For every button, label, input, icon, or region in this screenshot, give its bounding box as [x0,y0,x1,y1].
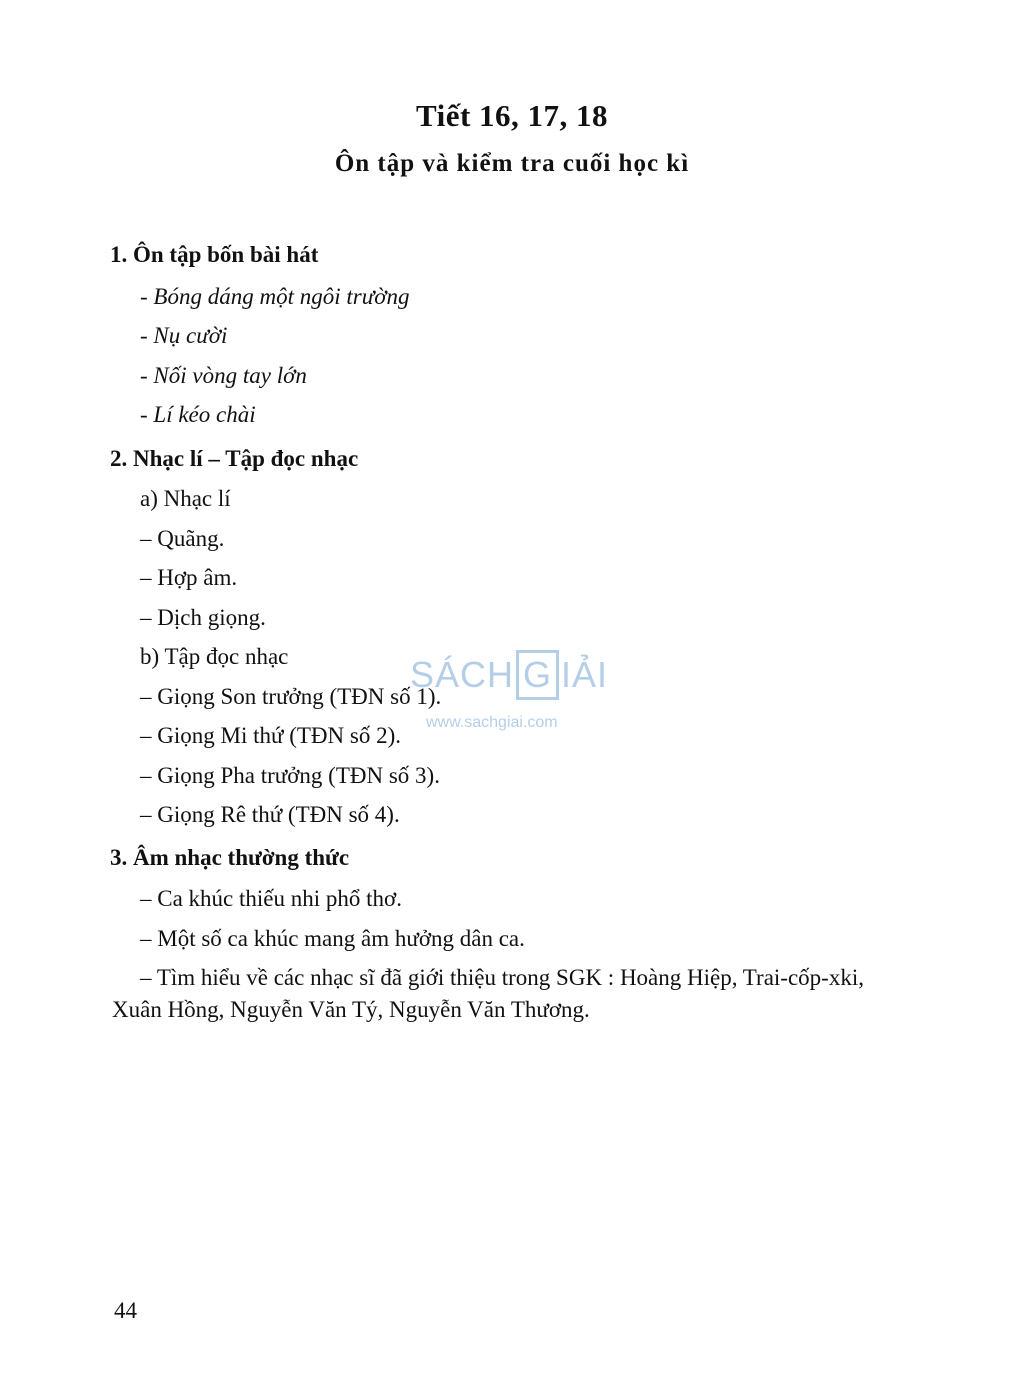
watermark-url: www.sachgiai.com [426,714,558,731]
list-item-continuation: Xuân Hồng, Nguyễn Văn Tý, Nguyễn Văn Thương. [112,997,590,1022]
list-item: – Giọng Mi thứ (TĐN số 2). [140,723,401,748]
subsection-a-label: a) Nhạc lí [140,486,231,511]
list-item: – Hợp âm. [140,565,238,590]
watermark-logo-box: G [516,650,559,700]
watermark [410,640,620,740]
list-item: – Tìm hiểu về các nhạc sĩ đã giới thiệu trong SGK : Hoàng Hiệp, Trai-cốp-xki, [140,965,864,990]
section-heading-1: 1. Ôn tập bốn bài hát [110,242,319,267]
song-item: - Nụ cười [140,323,228,348]
list-item: – Giọng Pha trưởng (TĐN số 3). [140,763,440,788]
watermark-logo-post: IẢI [561,654,609,695]
list-item: – Một số ca khúc mang âm hưởng dân ca. [140,926,525,951]
song-item: - Bóng dáng một ngôi trường [140,284,410,309]
song-item: - Lí kéo chài [140,402,256,427]
page-subtitle: Ôn tập và kiểm tra cuối học kì [334,150,690,177]
page-number: 44 [114,1298,137,1323]
list-item: – Giọng Son trưởng (TĐN số 1). [140,684,442,709]
watermark-logo-pre: SÁCH [410,654,515,695]
song-item: - Nối vòng tay lớn [140,363,307,388]
section-heading-2: 2. Nhạc lí – Tập đọc nhạc [110,446,359,471]
section-heading-3: 3. Âm nhạc thường thức [110,845,350,870]
list-item: – Ca khúc thiếu nhi phổ thơ. [140,886,402,911]
list-item: – Giọng Rê thứ (TĐN số 4). [140,802,400,827]
list-item: – Dịch giọng. [140,605,266,630]
watermark-logo [410,650,608,700]
subsection-b-label: b) Tập đọc nhạc [140,644,289,669]
page-title: Tiết 16, 17, 18 [415,98,609,133]
list-item: – Quãng. [140,526,225,551]
